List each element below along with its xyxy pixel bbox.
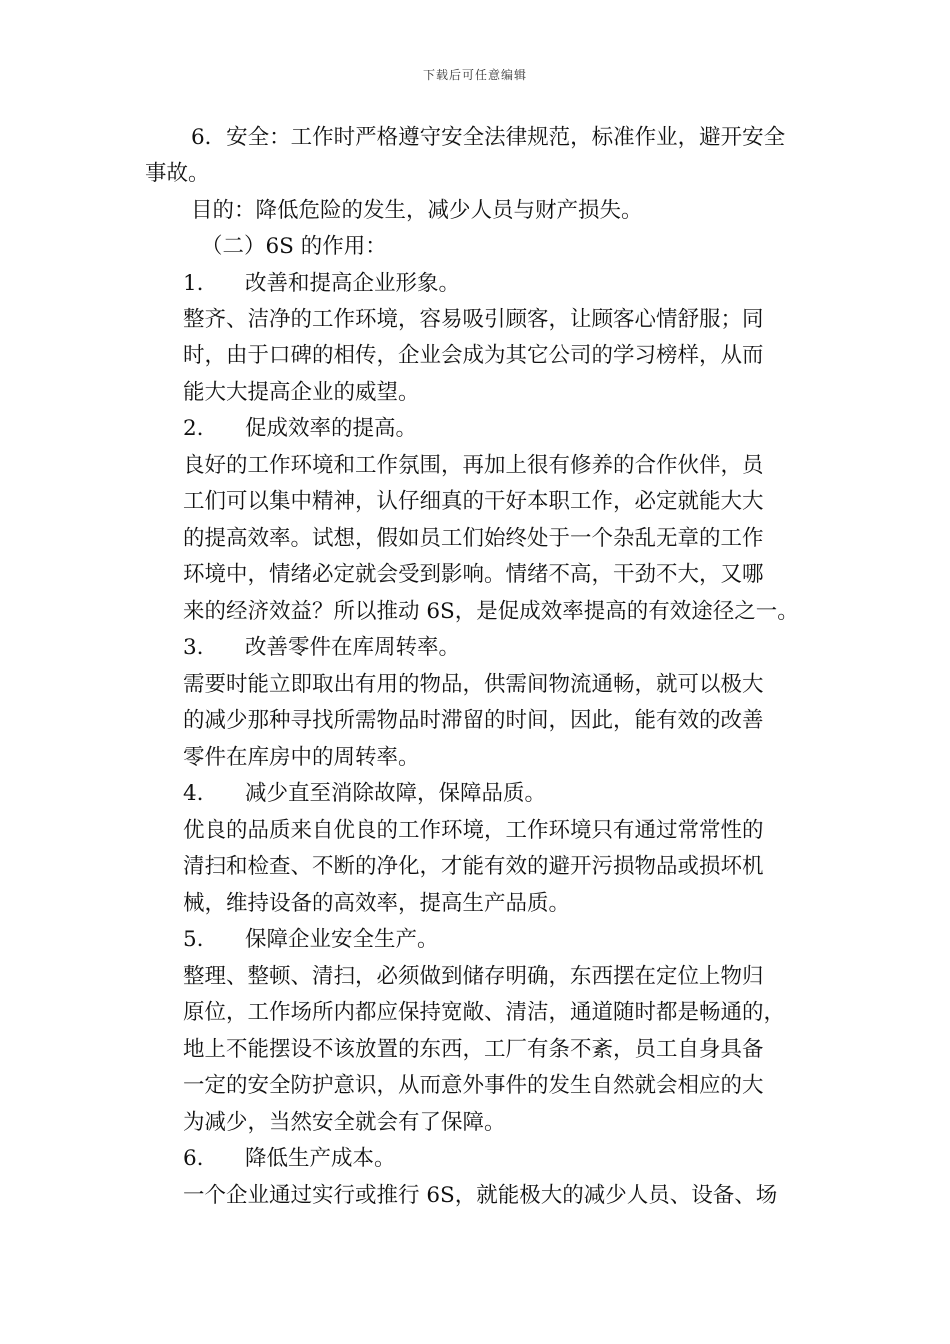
item-heading: [183, 1141, 396, 1177]
paragraph-line: 优良的品质来自优良的工作环境，工作环境只有通过常常性的: [183, 818, 764, 843]
paragraph-line: 地上不能摆设不该放置的东西，工厂有条不紊，员工自身具备: [183, 1037, 764, 1062]
header-watermark: 下载后可任意编辑: [422, 68, 527, 82]
item-title: 降低生产成本。: [245, 1146, 396, 1171]
item-title: 保障企业安全生产。: [245, 927, 439, 952]
item-title: 改善和提高企业形象。: [245, 271, 461, 296]
item-heading: [183, 630, 460, 666]
paragraph-line: 一个企业通过实行或推行 6S，就能极大的减少人员、设备、场: [183, 1183, 778, 1208]
paragraph-line: 良好的工作环境和工作氛围，再加上很有修养的合作伙伴，员: [183, 453, 764, 478]
item-number: 5.: [183, 927, 204, 952]
safety-line-1: 6．安全：工作时严格遵守安全法律规范，标准作业，避开安全: [191, 125, 786, 150]
safety-line-2: 事故。: [145, 161, 210, 186]
paragraph-line: 一定的安全防护意识，从而意外事件的发生自然就会相应的大: [183, 1073, 764, 1098]
paragraph-line: 需要时能立即取出有用的物品，供需间物流通畅，就可以极大: [183, 672, 764, 697]
paragraph-line: 为减少，当然安全就会有了保障。: [183, 1110, 506, 1135]
paragraph-line: 械，维持设备的高效率，提高生产品质。: [183, 891, 571, 916]
paragraph-line: 清扫和检查、不断的净化，才能有效的避开污损物品或损坏机: [183, 854, 764, 879]
paragraph-line: 时，由于口碑的相传，企业会成为其它公司的学习榜样，从而: [183, 343, 764, 368]
paragraph-line: 的提高效率。试想，假如员工们始终处于一个杂乱无章的工作: [183, 526, 764, 551]
purpose-line: 目的：降低危险的发生，减少人员与财产损失。: [191, 198, 643, 223]
item-number: 3.: [183, 635, 204, 660]
paragraph-line: 的减少那种寻找所需物品时滞留的时间，因此，能有效的改善: [183, 708, 764, 733]
item-heading: [183, 776, 546, 812]
item-heading: [183, 411, 417, 447]
paragraph-line: 原位，工作场所内都应保持宽敞、清洁，通道随时都是畅通的，: [183, 1000, 786, 1025]
item-number: 4.: [183, 781, 204, 806]
paragraph-line: 整理、整顿、清扫，必须做到储存明确，东西摆在定位上物归: [183, 964, 764, 989]
item-title: 促成效率的提高。: [245, 416, 418, 441]
item-title: 减少直至消除故障，保障品质。: [245, 781, 547, 806]
paragraph-line: 环境中，情绪必定就会受到影响。情绪不高，干劲不大，又哪: [183, 562, 764, 587]
item-heading: [183, 922, 439, 958]
item-number: 2.: [183, 416, 204, 441]
paragraph-line: 能大大提高企业的威望。: [183, 380, 420, 405]
paragraph-line: 工们可以集中精神，认仔细真的干好本职工作，必定就能大大: [183, 489, 764, 514]
paragraph-line: 整齐、洁净的工作环境，容易吸引顾客，让顾客心情舒服；同: [183, 307, 764, 332]
item-number: 6.: [183, 1146, 204, 1171]
item-heading: [183, 266, 460, 302]
paragraph-line: 零件在库房中的周转率。: [183, 745, 420, 770]
item-number: 1.: [183, 271, 204, 296]
section-title: （二）6S 的作用：: [201, 234, 387, 259]
item-title: 改善零件在库周转率。: [245, 635, 461, 660]
paragraph-line: 来的经济效益？所以推动 6S，是促成效率提高的有效途径之一。: [183, 599, 799, 624]
